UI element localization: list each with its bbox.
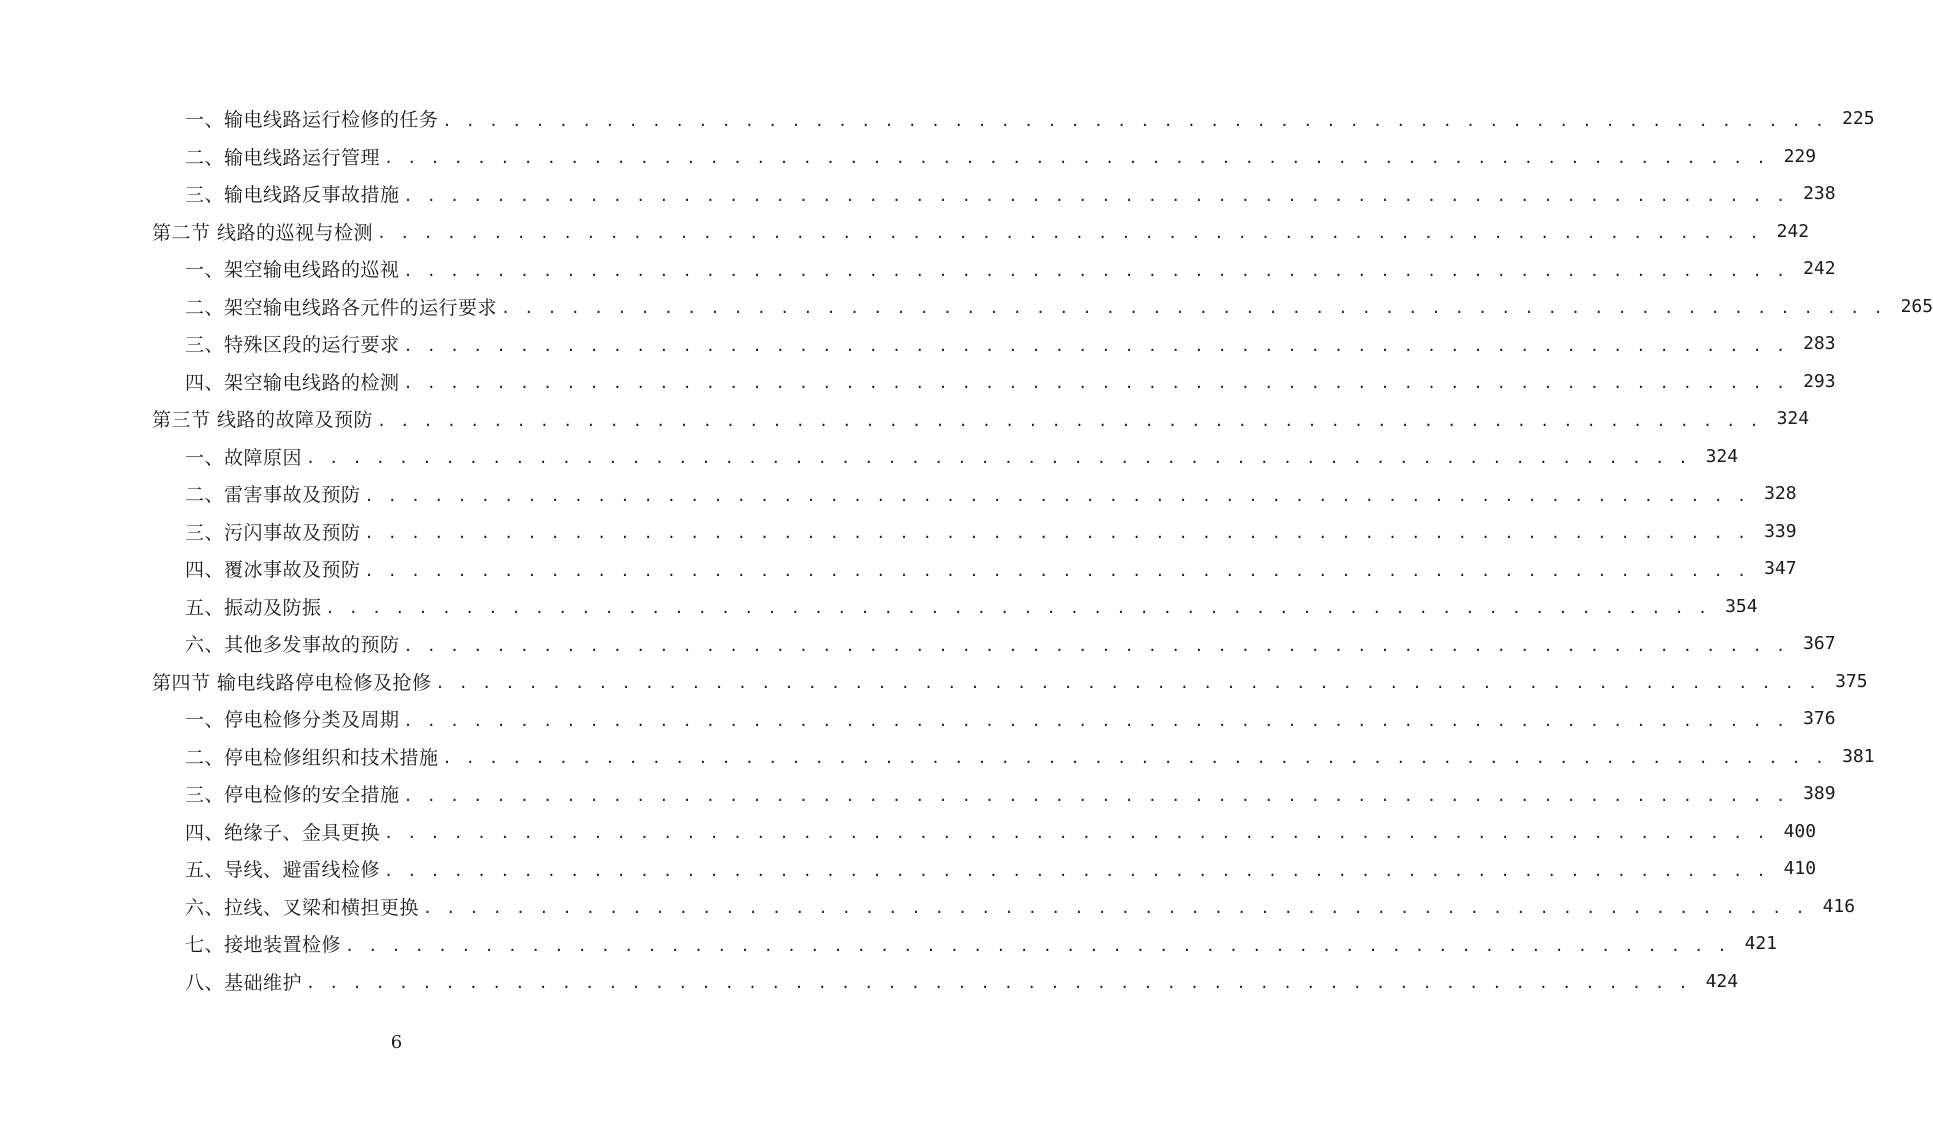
- toc-entry-title: 一、架空输电线路的巡视: [185, 259, 400, 282]
- toc-entry-title: 二、输电线路运行管理: [185, 146, 381, 169]
- toc-dot-leader: . . . . . . . . . . . . . . . . . . . . . . . . . . . . . . . . . . . . . . . . . . . . . . . . . . . . . . . . . . . .: [403, 336, 1788, 355]
- toc-entry-title: 七、接地装置检修: [185, 934, 342, 957]
- toc-entry-title: 四、覆冰事故及预防: [185, 559, 361, 582]
- toc-entry-title: 五、振动及防振: [185, 596, 322, 619]
- toc-entry-page: 424: [1705, 970, 1739, 992]
- toc-entry-page: 416: [1822, 895, 1856, 917]
- toc-entry-page: 229: [1783, 145, 1817, 167]
- page-number: 6: [390, 1032, 403, 1053]
- toc-subsection-entry: [0, 175, 1836, 213]
- toc-subsection-entry: [0, 438, 1739, 476]
- toc-entry-title: 三、输电线路反事故措施: [185, 184, 400, 207]
- toc-entry-page: 421: [1744, 933, 1778, 955]
- toc-entry-title: 六、拉线、叉梁和横担更换: [185, 896, 420, 919]
- toc-dot-leader: . . . . . . . . . . . . . . . . . . . . . . . . . . . . . . . . . . . . . . . . . . . . . . . . . . . . . . . . . . . .: [403, 374, 1788, 393]
- toc-entry-page: 293: [1803, 370, 1836, 392]
- toc-dot-leader: . . . . . . . . . . . . . . . . . . . . . . . . . . . . . . . . . . . . . . . . . . . . . . . . . . . . . . . . . . . .: [377, 411, 1762, 430]
- toc-entry-title: 五、导线、避雷线检修: [185, 859, 381, 882]
- toc-dot-leader: . . . . . . . . . . . . . . . . . . . . . . . . . . . . . . . . . . . . . . . . . . . . . . . . . . . . . . . . . . . .: [384, 149, 1769, 168]
- toc-entry-title: 四、架空输电线路的检测: [185, 371, 400, 394]
- toc-subsection-entry: [0, 100, 1875, 138]
- toc-dot-leader: . . . . . . . . . . . . . . . . . . . . . . . . . . . . . . . . . . . . . . . . . . . . . . . . . . . . . . . . . . . .: [403, 186, 1788, 205]
- toc-entry-page: 324: [1776, 408, 1810, 430]
- toc-entry-title: 三、停电检修的安全措施: [185, 784, 400, 807]
- toc-dot-leader: . . . . . . . . . . . . . . . . . . . . . . . . . . . . . . . . . . . . . . . . . . . . . . . . . . . . . . . . . . . .: [325, 599, 1710, 618]
- toc-dot-leader: . . . . . . . . . . . . . . . . . . . . . . . . . . . . . . . . . . . . . . . . . . . . . . . . . . . . . . . . . . . .: [423, 899, 1808, 918]
- toc-section-entry: [0, 400, 1810, 438]
- toc-entry-title: 八、基础维护: [185, 971, 303, 994]
- toc-entry-title: 第三节 线路的故障及预防: [152, 409, 374, 432]
- toc-dot-leader: . . . . . . . . . . . . . . . . . . . . . . . . . . . . . . . . . . . . . . . . . . . . . . . . . . . . . . . . . . . .: [403, 636, 1788, 655]
- toc-entry-page: 324: [1705, 445, 1739, 467]
- toc-entry-page: 400: [1783, 820, 1817, 842]
- toc-dot-leader: . . . . . . . . . . . . . . . . . . . . . . . . . . . . . . . . . . . . . . . . . . . . . . . . . . . . . . . . . . . .: [501, 299, 1886, 318]
- toc-dot-leader: . . . . . . . . . . . . . . . . . . . . . . . . . . . . . . . . . . . . . . . . . . . . . . . . . . . . . . . . . . . .: [403, 786, 1788, 805]
- toc-dot-leader: . . . . . . . . . . . . . . . . . . . . . . . . . . . . . . . . . . . . . . . . . . . . . . . . . . . . . . . . . . . .: [403, 261, 1788, 280]
- toc-entry-page: 376: [1803, 708, 1836, 730]
- toc-section-entry: [0, 663, 1868, 701]
- toc-subsection-entry: [0, 588, 1758, 626]
- toc-entry-title: 三、污闪事故及预防: [185, 521, 361, 544]
- toc-dot-leader: . . . . . . . . . . . . . . . . . . . . . . . . . . . . . . . . . . . . . . . . . . . . . . . . . . . . . . . . . . . .: [442, 749, 1827, 768]
- toc-subsection-entry: [0, 250, 1836, 288]
- toc-entry-page: 242: [1803, 258, 1836, 280]
- toc-entry-title: 四、绝缘子、金具更换: [185, 821, 381, 844]
- toc-entry-page: 265: [1900, 295, 1933, 317]
- toc-dot-leader: . . . . . . . . . . . . . . . . . . . . . . . . . . . . . . . . . . . . . . . . . . . . . . . . . . . . . . . . . . . .: [384, 861, 1769, 880]
- toc-dot-leader: . . . . . . . . . . . . . . . . . . . . . . . . . . . . . . . . . . . . . . . . . . . . . . . . . . . . . . . . . . . .: [435, 674, 1820, 693]
- toc-entry-page: 225: [1842, 108, 1875, 130]
- toc-subsection-entry: [0, 700, 1836, 738]
- toc-dot-leader: . . . . . . . . . . . . . . . . . . . . . . . . . . . . . . . . . . . . . . . . . . . . . . . . . . . . . . . . . . . .: [364, 561, 1749, 580]
- toc-entry-page: 389: [1803, 783, 1836, 805]
- toc-dot-leader: . . . . . . . . . . . . . . . . . . . . . . . . . . . . . . . . . . . . . . . . . . . . . . . . . . . . . . . . . . . .: [306, 974, 1691, 993]
- toc-dot-leader: . . . . . . . . . . . . . . . . . . . . . . . . . . . . . . . . . . . . . . . . . . . . . . . . . . . . . . . . . . . .: [377, 224, 1762, 243]
- toc-entry-title: 二、雷害事故及预防: [185, 484, 361, 507]
- toc-entry-title: 第二节 线路的巡视与检测: [152, 221, 374, 244]
- toc-dot-leader: . . . . . . . . . . . . . . . . . . . . . . . . . . . . . . . . . . . . . . . . . . . . . . . . . . . . . . . . . . . .: [442, 111, 1827, 130]
- toc-entry-page: 283: [1803, 333, 1836, 355]
- toc-dot-leader: . . . . . . . . . . . . . . . . . . . . . . . . . . . . . . . . . . . . . . . . . . . . . . . . . . . . . . . . . . . .: [403, 711, 1788, 730]
- toc-subsection-entry: [0, 925, 1778, 963]
- toc-entry-page: 354: [1725, 595, 1758, 617]
- toc-subsection-entry: [0, 550, 1797, 588]
- toc-entry-page: 238: [1803, 183, 1836, 205]
- toc-entry-page: 375: [1835, 670, 1868, 692]
- toc-subsection-entry: [0, 963, 1739, 1001]
- toc-dot-leader: . . . . . . . . . . . . . . . . . . . . . . . . . . . . . . . . . . . . . . . . . . . . . . . . . . . . . . . . . . . .: [364, 486, 1749, 505]
- toc-subsection-entry: [0, 738, 1875, 776]
- toc-entry-title: 二、架空输电线路各元件的运行要求: [185, 296, 498, 319]
- toc-subsection-entry: [0, 288, 1933, 326]
- toc-dot-leader: . . . . . . . . . . . . . . . . . . . . . . . . . . . . . . . . . . . . . . . . . . . . . . . . . . . . . . . . . . . .: [345, 936, 1730, 955]
- toc-section-entry: [0, 213, 1810, 251]
- toc-subsection-entry: [0, 850, 1817, 888]
- toc-entry-page: 328: [1764, 483, 1797, 505]
- toc-entry-title: 一、故障原因: [185, 446, 303, 469]
- toc-entry-page: 367: [1803, 633, 1836, 655]
- toc-entry-title: 六、其他多发事故的预防: [185, 634, 400, 657]
- toc-entry-page: 242: [1776, 220, 1810, 242]
- toc-subsection-entry: [0, 363, 1836, 401]
- toc-subsection-entry: [0, 625, 1836, 663]
- toc-entry-title: 二、停电检修组织和技术措施: [185, 746, 439, 769]
- toc-subsection-entry: [0, 138, 1817, 176]
- toc-entry-title: 三、特殊区段的运行要求: [185, 334, 400, 357]
- toc-subsection-entry: [0, 813, 1817, 851]
- toc-entry-title: 第四节 输电线路停电检修及抢修: [152, 671, 432, 694]
- toc-dot-leader: . . . . . . . . . . . . . . . . . . . . . . . . . . . . . . . . . . . . . . . . . . . . . . . . . . . . . . . . . . . .: [384, 824, 1769, 843]
- toc-subsection-entry: [0, 775, 1836, 813]
- table-of-contents: [0, 100, 1933, 1000]
- toc-subsection-entry: [0, 888, 1856, 926]
- toc-dot-leader: . . . . . . . . . . . . . . . . . . . . . . . . . . . . . . . . . . . . . . . . . . . . . . . . . . . . . . . . . . . .: [306, 449, 1691, 468]
- toc-subsection-entry: [0, 513, 1797, 551]
- toc-entry-title: 一、停电检修分类及周期: [185, 709, 400, 732]
- toc-entry-page: 347: [1764, 558, 1797, 580]
- toc-dot-leader: . . . . . . . . . . . . . . . . . . . . . . . . . . . . . . . . . . . . . . . . . . . . . . . . . . . . . . . . . . . .: [364, 524, 1749, 543]
- toc-subsection-entry: [0, 475, 1797, 513]
- toc-subsection-entry: [0, 325, 1836, 363]
- toc-entry-page: 381: [1842, 745, 1875, 767]
- toc-entry-page: 339: [1764, 520, 1797, 542]
- toc-entry-page: 410: [1783, 858, 1817, 880]
- toc-entry-title: 一、输电线路运行检修的任务: [185, 109, 439, 132]
